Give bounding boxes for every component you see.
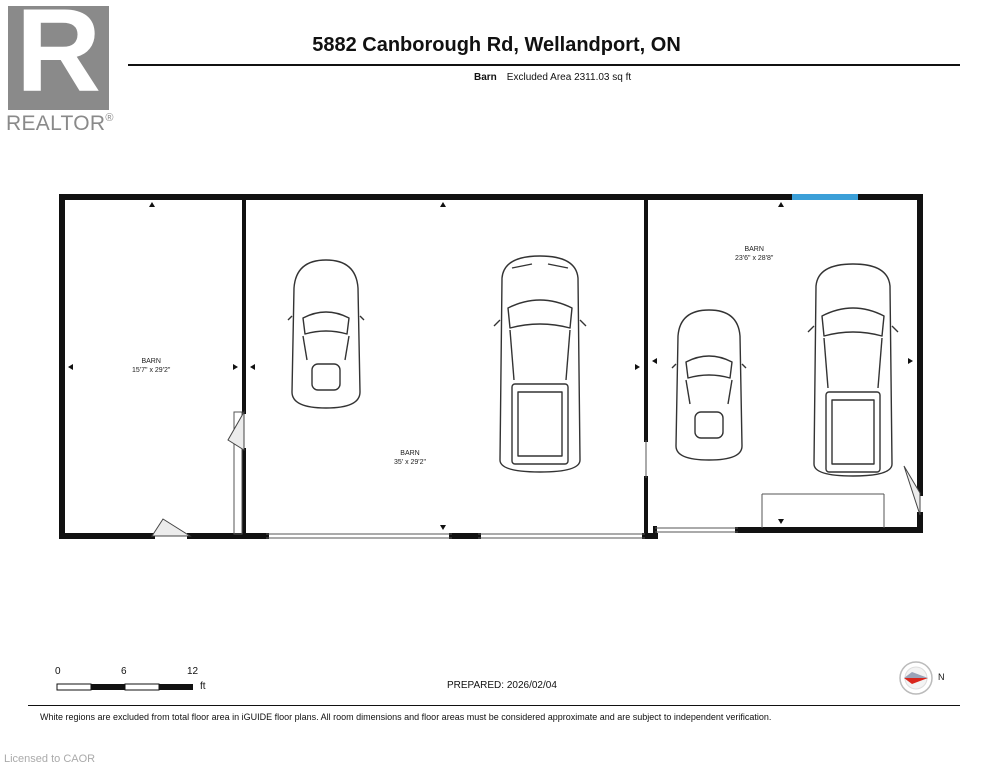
- footer-divider: [28, 705, 960, 706]
- room-dimensions: 23'6" x 28'8": [735, 254, 774, 262]
- room-name: BARN: [400, 450, 420, 457]
- north-arrow-icon: [898, 660, 938, 696]
- car-icon: [672, 310, 746, 460]
- room-label-center-barn: [394, 450, 426, 468]
- room-label-east-barn: [735, 246, 773, 264]
- truck-icon: [494, 256, 586, 472]
- scale-label-12: 12: [187, 666, 199, 677]
- prepared-date: PREPARED: 2026/02/04: [447, 680, 557, 691]
- room-label-west-barn: [132, 358, 170, 376]
- dimension-arrows: [68, 202, 913, 530]
- openings: [234, 412, 884, 538]
- car-icon: [288, 260, 364, 408]
- license-watermark: Licensed to CAOR: [4, 753, 96, 765]
- truck-icon: [808, 264, 898, 476]
- room-dimensions: 15'7" x 29'2": [132, 366, 171, 374]
- floor-name: Barn: [474, 72, 497, 83]
- room-name: BARN: [141, 358, 161, 365]
- exterior-walls: [62, 197, 920, 536]
- door-swings: [152, 412, 920, 536]
- scale-label-6: 6: [121, 666, 127, 677]
- realtor-logo-letter: R: [15, 6, 102, 110]
- disclaimer: White regions are excluded from total floor area in iGUIDE floor plans. All room dimensions and floor areas must be considered approximate and are subject to independent verification.: [40, 712, 772, 722]
- compass-label: N: [938, 672, 945, 682]
- scale-label-0: 0: [55, 666, 61, 677]
- scale-bar: [40, 666, 240, 696]
- room-dimensions: 35' x 29'2": [394, 458, 427, 466]
- window: [792, 194, 858, 200]
- interior-walls: [244, 199, 655, 534]
- page-title: 5882 Canborough Rd, Wellandport, ON: [312, 34, 681, 56]
- compass: [898, 660, 950, 696]
- room-name: BARN: [744, 246, 764, 253]
- excluded-area: Excluded Area 2311.03 sq ft: [506, 72, 632, 83]
- scale-unit: ft: [200, 681, 206, 692]
- realtor-word: REALTOR: [6, 112, 106, 135]
- registered-mark: ®: [105, 112, 114, 124]
